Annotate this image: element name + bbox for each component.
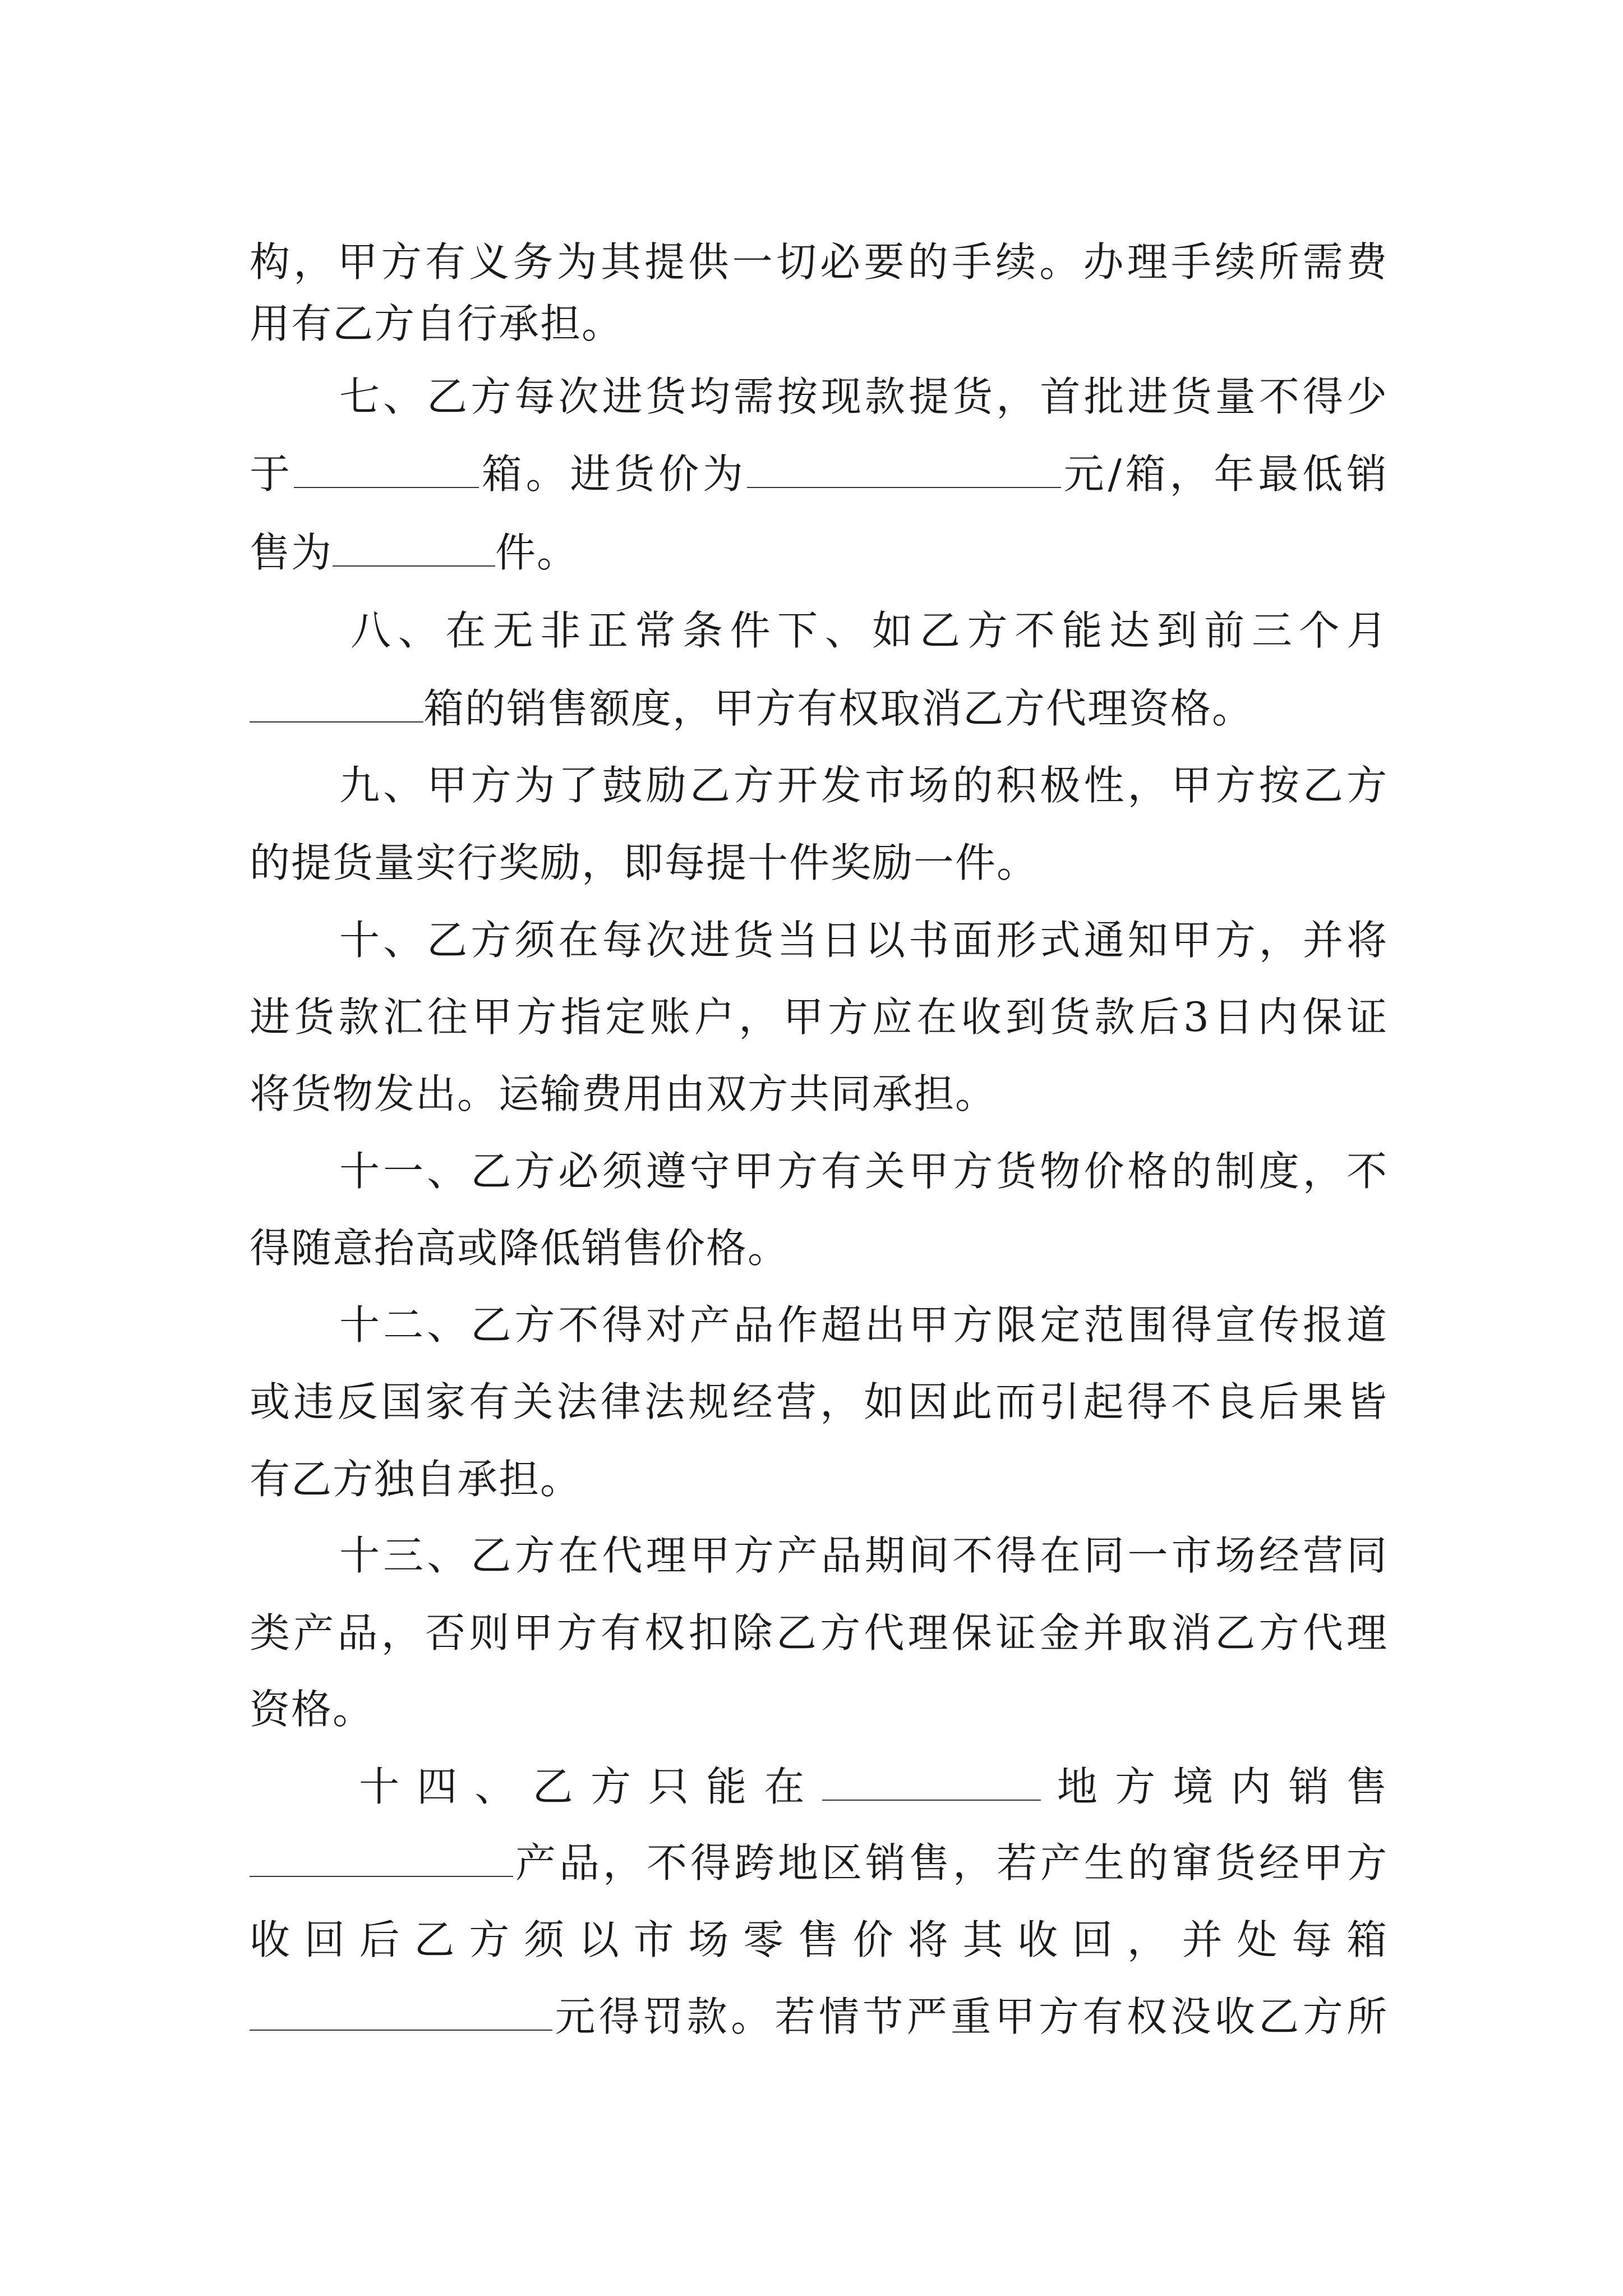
clause-14-line: 收回后乙方须以市场零售价将其收回，并处每箱 — [250, 1916, 1388, 1963]
clause-7-line — [250, 522, 1388, 583]
clause-12-line: 十二、乙方不得对产品作超出甲方限定范围得宣传报道 — [339, 1301, 1388, 1349]
clause-11-line: 十一、乙方必须遵守甲方有关甲方货物价格的制度，不 — [339, 1148, 1388, 1195]
text-segment: 箱的销售额度，甲方有权取消乙方代理资格。 — [423, 685, 1254, 732]
clause-10-line: 将货物发出。运输费用由双方共同承担。 — [250, 1070, 997, 1117]
fill-blank[interactable] — [747, 452, 1061, 488]
clause-12-line: 或违反国家有关法律法规经营，如因此而引起得不良后果皆 — [250, 1378, 1388, 1425]
clause-9-line: 的提货量实行奖励，即每提十件奖励一件。 — [250, 839, 1039, 886]
clause-12-line: 有乙方独自承担。 — [250, 1456, 582, 1503]
clause-10-line: 进货款汇往甲方指定账户，甲方应在收到货款后3日内保证 — [250, 993, 1388, 1041]
clause-14-line — [359, 1756, 1388, 1818]
text-segment: 于 — [250, 450, 294, 498]
text-segment: 产品，不得跨地区销售，若产生的窜货经甲方 — [513, 1839, 1388, 1887]
clause-8-line: 八、在无非正常条件下、如乙方不能达到前三个月 — [351, 607, 1388, 654]
text-line: 用有乙方自行承担。 — [250, 300, 624, 347]
clause-9-line: 九、甲方为了鼓励乙方开发市场的积极性，甲方按乙方 — [339, 762, 1388, 809]
text-segment: 地方境内销售 — [1040, 1763, 1388, 1810]
text-segment: 元得罚款。若情节严重甲方有权没收乙方所 — [552, 1993, 1388, 2040]
fill-blank[interactable] — [250, 1995, 552, 2031]
clause-10-line: 十、乙方须在每次进货当日以书面形式通知甲方，并将 — [339, 917, 1388, 964]
clause-13-line: 类产品，否则甲方有权扣除乙方代理保证金并取消乙方代理 — [250, 1609, 1388, 1657]
text-segment: 元/箱，年最低销 — [1061, 450, 1388, 498]
fill-blank[interactable] — [822, 1765, 1041, 1801]
fill-blank[interactable] — [250, 1841, 513, 1877]
text-segment: 箱。进货价为 — [478, 450, 747, 498]
text-line: 构，甲方有义务为其提供一切必要的手续。办理手续所需费 — [250, 238, 1388, 286]
clause-11-line: 得随意抬高或降低销售价格。 — [250, 1225, 790, 1272]
clause-7-line: 七、乙方每次进货均需按现款提货，首批进货量不得少 — [339, 373, 1388, 420]
clause-8-line — [250, 678, 1388, 739]
text-segment: 十四、乙方只能在 — [359, 1763, 822, 1810]
fill-blank[interactable] — [333, 531, 495, 567]
text-segment: 件。 — [495, 529, 579, 576]
clause-13-line: 十三、乙方在代理甲方产品期间不得在同一市场经营同 — [339, 1532, 1388, 1579]
text-segment: 售为 — [250, 529, 333, 576]
clause-14-line — [250, 1832, 1388, 1894]
clause-14-line — [250, 1986, 1388, 2047]
clause-13-line: 资格。 — [250, 1686, 375, 1733]
fill-blank[interactable] — [294, 452, 479, 488]
fill-blank[interactable] — [250, 687, 423, 723]
clause-7-line — [250, 443, 1388, 505]
